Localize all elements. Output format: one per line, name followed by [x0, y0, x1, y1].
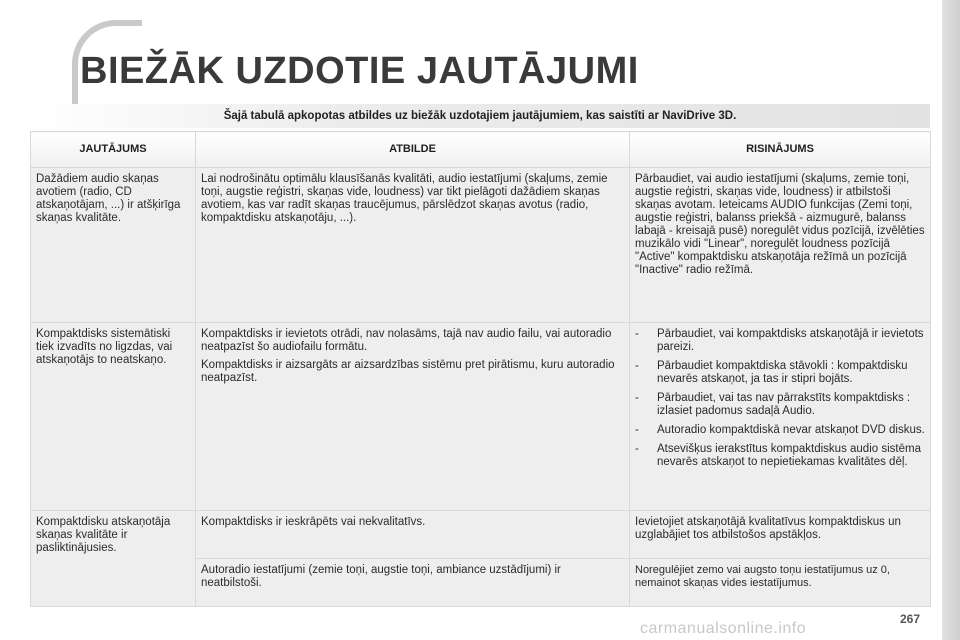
- subtitle-bar: [30, 104, 930, 128]
- page-number: 267: [900, 612, 921, 626]
- answer-paragraph: Autoradio iestatījumi (zemie toņi, augstie toņi, ambiance uzstādījumi) ir neatbilstoši.: [201, 564, 561, 589]
- bullet-dash: -: [635, 392, 639, 404]
- question-cell: Dažādiem audio skaņas avotiem (radio, CD atskaņotājam, ...) ir atšķirīga skaņas kvalitāte.: [31, 168, 196, 323]
- table-header-row: [31, 132, 931, 168]
- list-item-text: Autoradio kompaktdiskā nevar atskaņot DVD diskus.: [657, 424, 925, 436]
- answer-cell: [196, 323, 630, 511]
- table-row: [31, 168, 931, 323]
- answer-paragraph: Lai nodrošinātu optimālu klausīšanās kvalitāti, audio iestatījumi (skaļums, zemie toņi, augstie reģistri, skaņas vide, loudness) var tikt pielāgoti dažādiem skaņas avotiem, kas var radīt skaņas traucējumus, pārslēdzot skaņas avotus (radio, kompaktdisku atskaņotāju, ...).: [201, 173, 608, 224]
- faq-table: [30, 131, 931, 607]
- bullet-dash: -: [635, 328, 639, 340]
- list-item-text: Pārbaudiet kompaktdiska stāvokli : kompaktdisku nevarēs atskaņot, ja tas ir stipri bojāts.: [657, 360, 908, 385]
- question-cell: Kompaktdisks sistemātiski tiek izvadīts no ligzdas, vai atskaņotājs to neatskaņo.: [31, 323, 196, 511]
- solution-cell: Pārbaudiet, vai audio iestatījumi (skaļums, zemie toņi, augstie reģistri, skaņas vide, loudness) ir atbilstoši skaņas avotam. Ieteicams AUDIO funkcijas (Zemi toņi, augstie reģistri, balanss priekšā - aizmugurē, balanss labajā - kreisajā pusē) noregulēt vidus pozīcijā, izvēlēties muzikālo vidi "Linear", noregulēt loudness pozīcijā "Active" kompaktdisku atskaņotāja režīmā un pozīcijā "Inactive" radio režīmā.: [630, 168, 931, 323]
- table-row: [31, 323, 931, 511]
- list-item: [635, 392, 925, 418]
- watermark: carmanualsonline.info: [640, 620, 807, 637]
- answer-cell: [196, 559, 630, 607]
- list-item: [635, 328, 925, 354]
- bullet-dash: -: [635, 424, 639, 436]
- header-answer: ATBILDE: [196, 132, 630, 168]
- answer-cell: [196, 511, 630, 559]
- answer-paragraph: Kompaktdisks ir aizsargāts ar aizsardzības sistēmu pret pirātismu, kuru autoradio neatpazīst.: [201, 359, 615, 384]
- answer-cell: [196, 168, 630, 323]
- subtitle-period: .: [733, 110, 737, 122]
- header-question: JAUTĀJUMS: [31, 132, 196, 168]
- subtitle-text: Šajā tabulā apkopotas atbildes uz biežāk uzdotajiem jautājumiem, kas saistīti ar NaviDrive 3D: [223, 110, 734, 122]
- bullet-dash: -: [635, 360, 639, 372]
- solution-cell: [630, 323, 931, 511]
- answer-paragraph: Kompaktdisks ir ievietots otrādi, nav nolasāms, tajā nav audio failu, vai autoradio neatpazīst šo audiofailu formātu.: [201, 328, 612, 353]
- list-item: [635, 443, 925, 469]
- page-edge-band: [942, 0, 960, 640]
- list-item: [635, 424, 925, 437]
- solution-cell: Ievietojiet atskaņotājā kvalitatīvus kompaktdiskus un uzglabājiet tos atbilstošos apstākļos.: [630, 511, 931, 559]
- list-item-text: Pārbaudiet, vai kompaktdisks atskaņotājā ir ievietots pareizi.: [657, 328, 924, 353]
- solution-list: [635, 328, 925, 469]
- bullet-dash: -: [635, 443, 639, 455]
- table-row: [31, 511, 931, 559]
- page-title: BIEŽĀK UZDOTIE JAUTĀJUMI: [80, 50, 639, 92]
- header-solution: RISINĀJUMS: [630, 132, 931, 168]
- list-item-text: Pārbaudiet, vai tas nav pārrakstīts kompaktdisks : izlasiet padomus sadaļā Audio.: [657, 392, 911, 417]
- list-item: [635, 360, 925, 386]
- solution-cell: Noregulējiet zemo vai augsto toņu iestatījumus uz 0, nemainot skaņas vides iestatījumus.: [630, 559, 931, 607]
- answer-paragraph: Kompaktdisks ir ieskrāpēts vai nekvalitatīvs.: [201, 516, 426, 528]
- question-cell: Kompaktdisku atskaņotāja skaņas kvalitāte ir pasliktinājusies.: [31, 511, 196, 607]
- list-item-text: Atsevišķus ierakstītus kompaktdiskus audio sistēma nevarēs atskaņot to nepietiekamas kvalitātes dēļ.: [657, 443, 921, 468]
